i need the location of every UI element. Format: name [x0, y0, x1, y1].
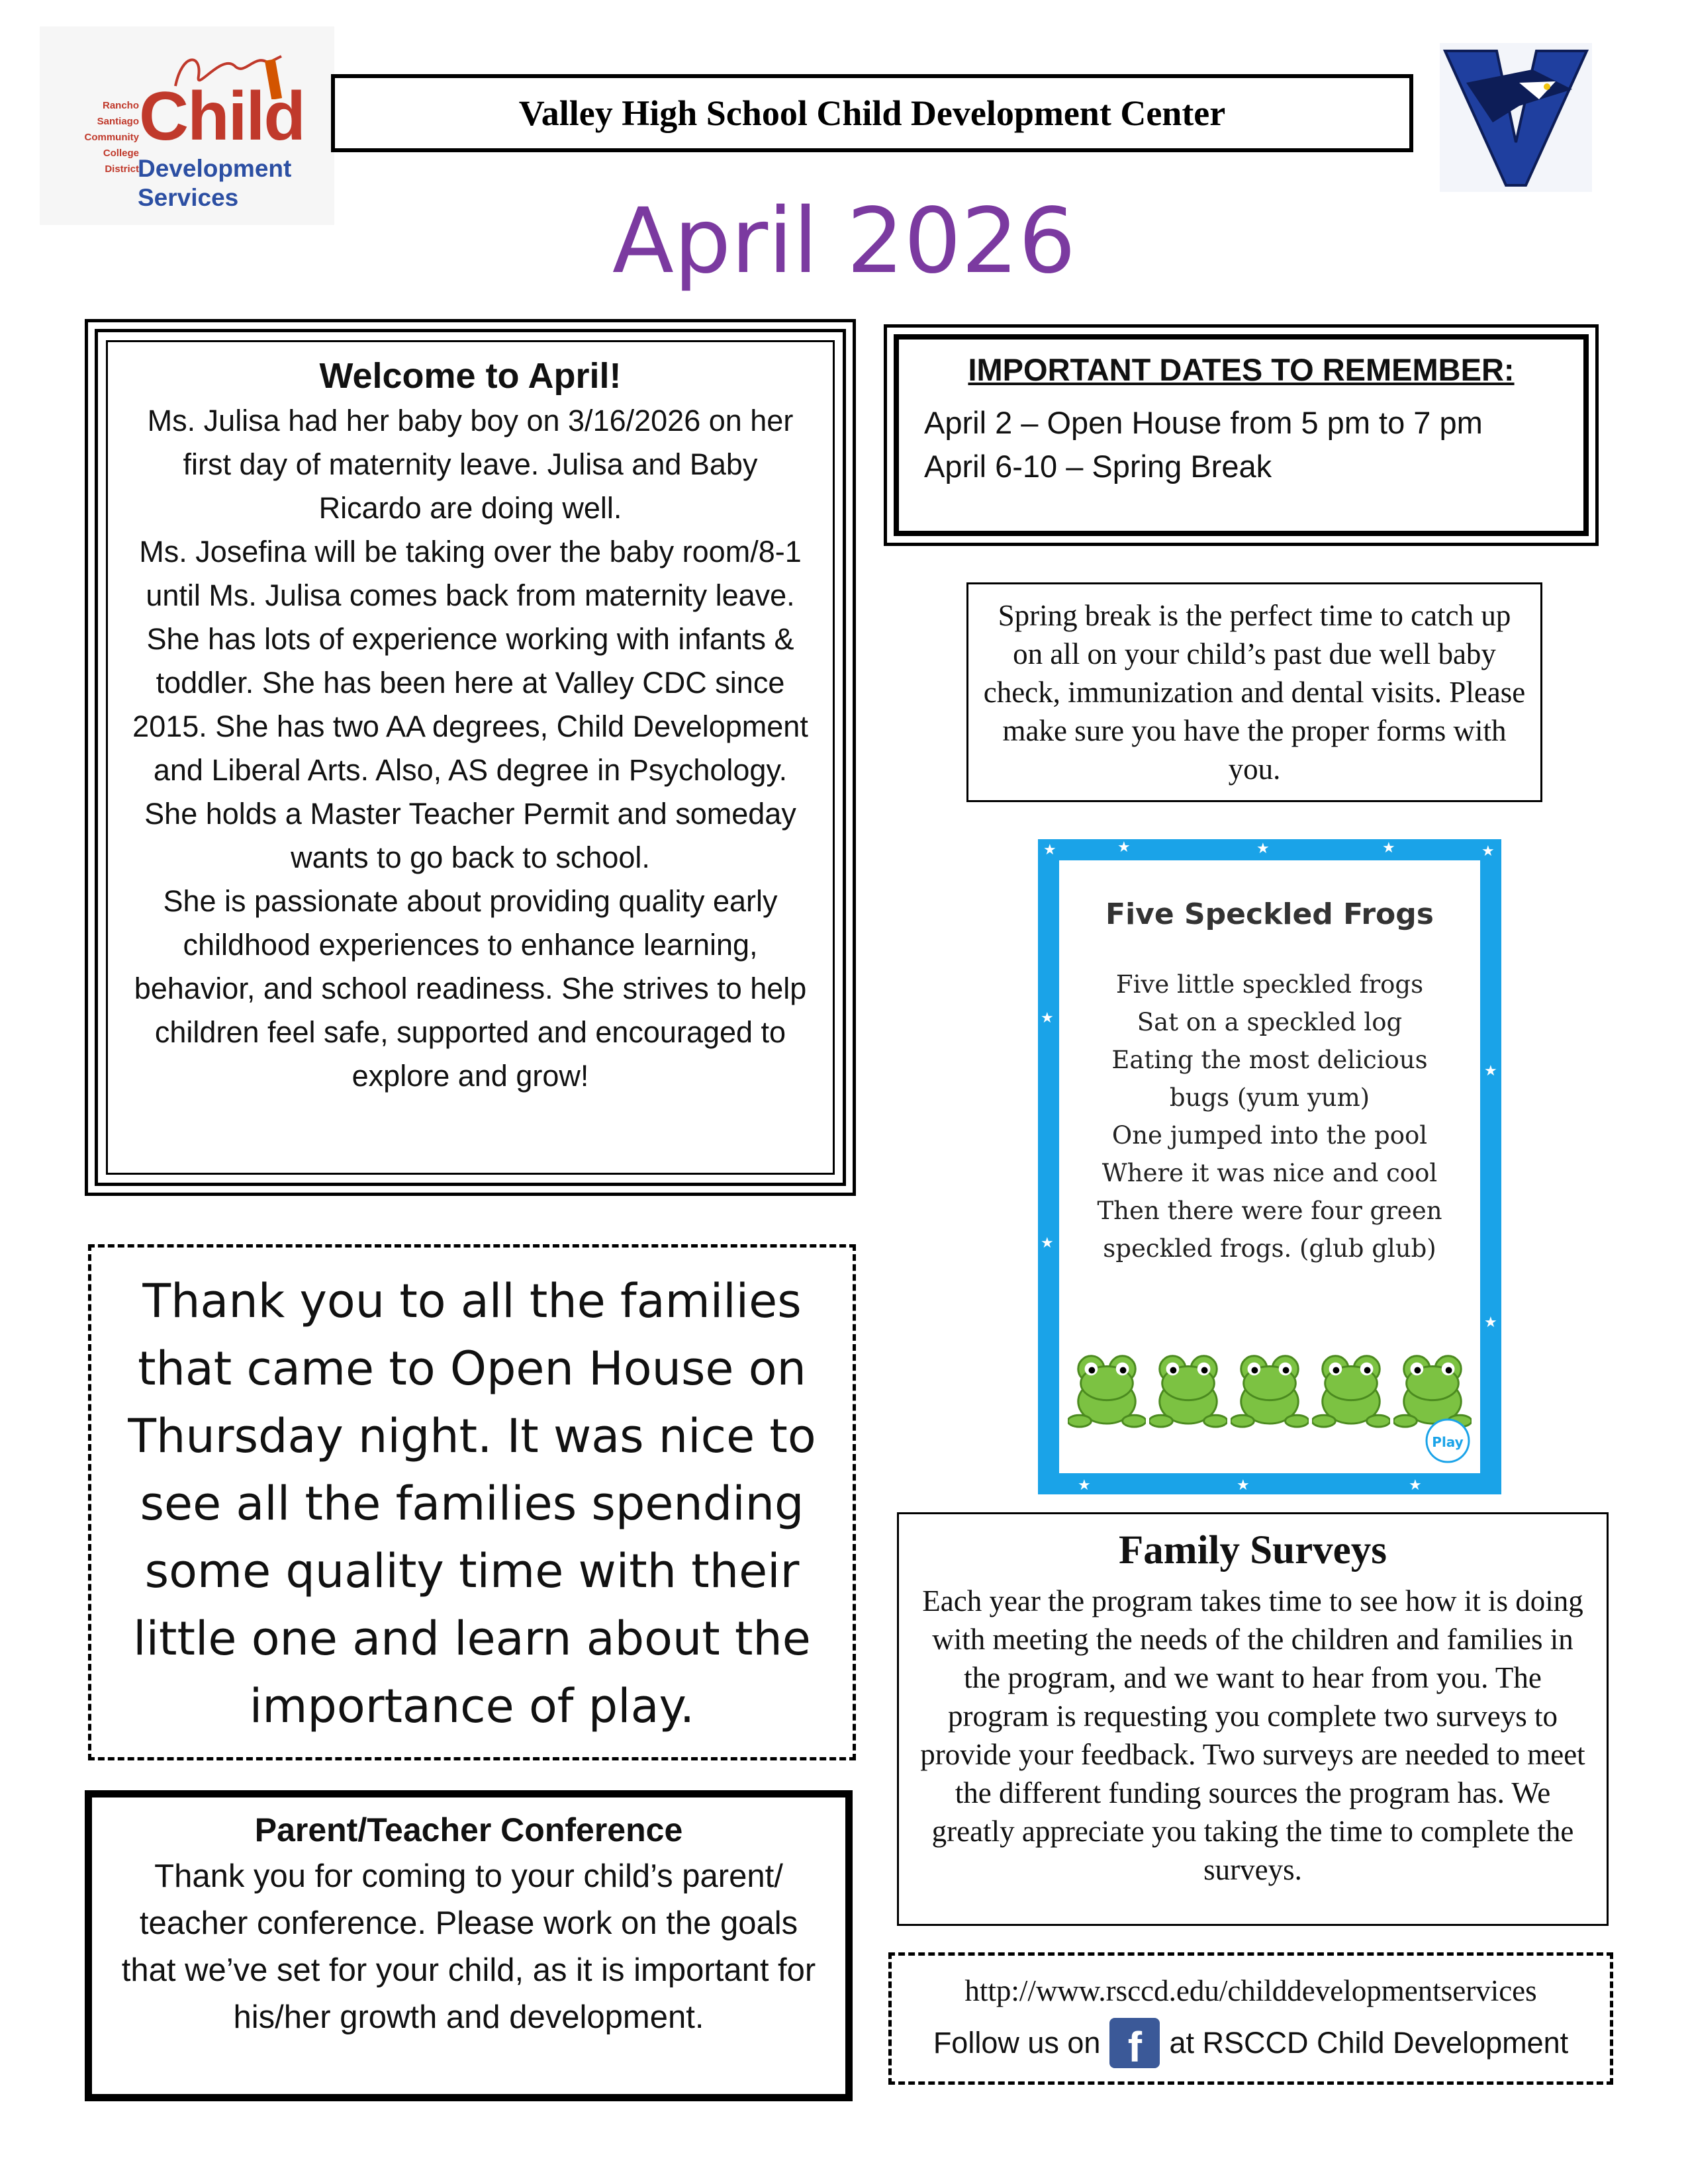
frog-icon [1231, 1343, 1309, 1430]
follow-line [892, 2018, 1610, 2071]
welcome-paragraph: Ms. Josefina will be taking over the baby room/8-1 until Ms. Julisa comes back from maternity leave. She has lots of experience working with infants & toddler. She has been here at Valley CDC since 2015. She has two AA degrees, Child Development and Liberal Arts. Also, AS degree in Psychology. She holds a Master Teacher Permit and someday wants to go back to school. [132, 535, 808, 874]
welcome-title: Welcome to April! [319, 356, 622, 396]
facebook-icon[interactable]: f [1109, 2018, 1160, 2068]
school-banner: Valley High School Child Development Center [331, 74, 1413, 152]
falcon-v-icon [1440, 43, 1592, 192]
welcome-box [85, 319, 856, 1196]
contact-footer-box [888, 1952, 1613, 2085]
verse-line: bugs (yum yum) [1169, 1083, 1370, 1112]
welcome-paragraph: She is passionate about providing quality early childhood experiences to enhance learning, behavior, and school readiness. She strives to help children feel safe, supported and encouraged to explore and grow! [134, 884, 807, 1093]
verse-line: Five little speckled frogs [1115, 970, 1424, 999]
conference-body: Thank you for coming to your child’s parent/ teacher conference. Please work on the goals that we’ve set for your child, as it is important for his/her growth and development. [121, 1858, 816, 2035]
parent-teacher-conference-box [85, 1790, 853, 2101]
important-dates-box [884, 324, 1599, 546]
family-surveys-box [897, 1512, 1609, 1926]
verse-line: Sat on a speckled log [1137, 1008, 1403, 1036]
logo-child-text: Child [139, 78, 305, 155]
frog-row [1066, 1343, 1474, 1436]
welcome-paragraph: Ms. Julisa had her baby boy on 3/16/2026 on her first day of maternity leave. Julisa and Baby Ricardo are doing well. [147, 404, 794, 525]
logo-district-text: Rancho Santiago Community College District [84, 100, 139, 175]
valley-falcon-logo [1440, 43, 1592, 192]
follow-prefix: Follow us on [933, 2026, 1101, 2060]
frog-icon [1312, 1343, 1390, 1430]
verse-line: Then there were four green [1097, 1197, 1442, 1225]
logo-services-text: Services [138, 184, 239, 211]
verse-line: One jumped into the pool [1111, 1121, 1428, 1150]
frog-icon [1068, 1343, 1146, 1430]
surveys-body: Each year the program takes time to see how it is doing with meeting the needs of the children and families in the program, and we want to hear from you. The program is requesting you complete two surveys to provide your feedback. Two surveys are needed to meet the different funding sources the program has. We greatly appreciate you taking the time to complete the surveys. [920, 1584, 1585, 1886]
month-title: April 2026 [612, 189, 1076, 294]
conference-title: Parent/Teacher Conference [254, 1811, 683, 1848]
website-link[interactable]: http://www.rsccd.edu/childdevelopmentservices [964, 1974, 1537, 2007]
frog-icon [1393, 1343, 1472, 1430]
date-item: April 2 – Open House from 5 pm to 7 pm [924, 405, 1483, 440]
play-badge-text: Play [1432, 1434, 1464, 1450]
logo-development-text: Development [138, 155, 292, 182]
verse-line: speckled frogs. (glub glub) [1103, 1234, 1436, 1263]
important-dates-title: IMPORTANT DATES TO REMEMBER: [968, 352, 1515, 387]
spring-break-note: Spring break is the perfect time to catch up on all on your child’s past due well baby check, immunization and dental visits. Please make sure you have the proper forms with you. [966, 582, 1542, 802]
frogs-verse [1059, 966, 1480, 1267]
play-badge-icon [1425, 1418, 1471, 1464]
date-item: April 6-10 – Spring Break [924, 449, 1272, 484]
frogs-title: Five Speckled Frogs [1105, 897, 1434, 931]
verse-line: Eating the most delicious [1111, 1046, 1428, 1074]
surveys-title: Family Surveys [1119, 1528, 1387, 1572]
verse-line: Where it was nice and cool [1102, 1159, 1438, 1187]
open-house-thanks-box: Thank you to all the families that came to Open House on Thursday night. It was nice to see all the families spending some quality time with their little one and learn about the importance of play. [88, 1244, 856, 1760]
frog-icon [1149, 1343, 1227, 1430]
follow-suffix: at RSCCD Child Development [1169, 2026, 1569, 2060]
five-speckled-frogs-poster: ★ ★ ★ ★ ★ ★ ★ ★ ★ ★ ★ ★ Five Speckled Frogs Five little speckled frogs Sat on a speckled log Eating the most delicious bugs (yum yum) One jumped into the pool Where it was nice and cool Then there were four green speckled frogs. (glub glub) Play [1038, 839, 1501, 1494]
